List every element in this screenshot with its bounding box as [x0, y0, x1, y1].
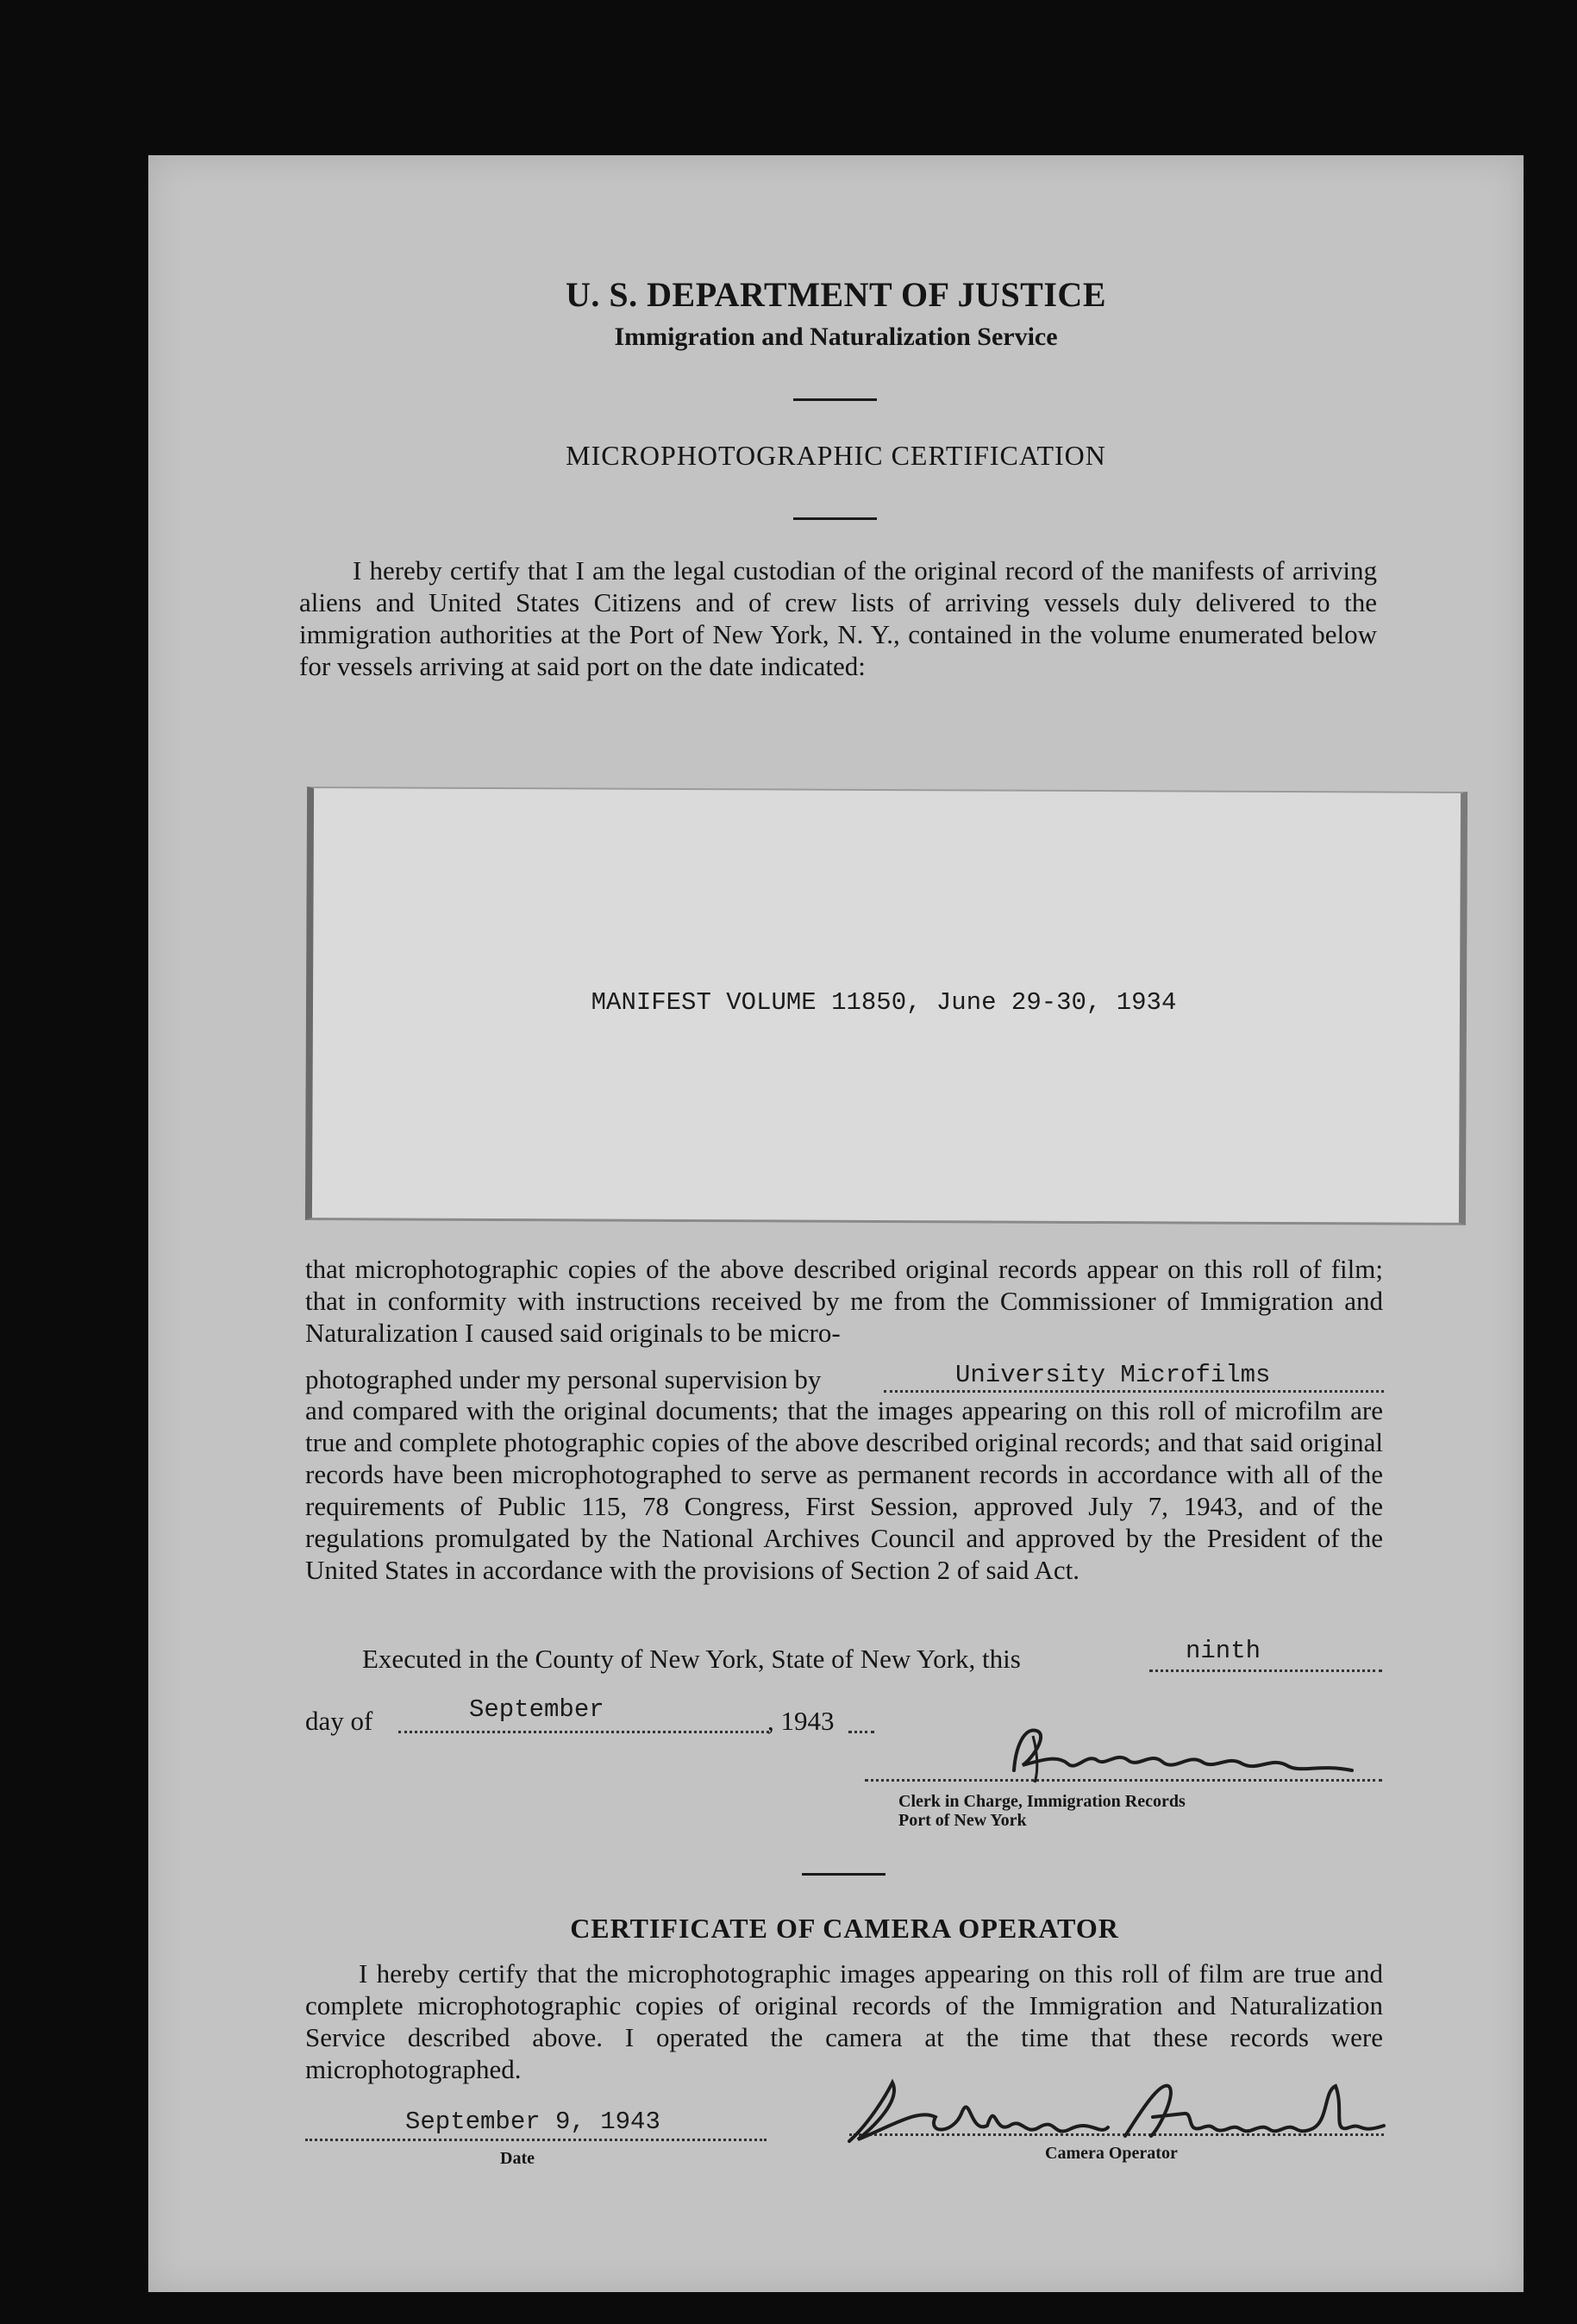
executed-day-dotted-line [1149, 1669, 1382, 1672]
executed-prefix: Executed in the County of New York, State of New York, this [362, 1644, 1021, 1674]
header-divider [793, 398, 877, 401]
date-label: Date [500, 2149, 535, 2168]
date-value: September 9, 1943 [405, 2108, 660, 2136]
volume-label: MANIFEST VOLUME 11850, June 29-30, 1934 [591, 988, 1177, 1017]
year-dotted-line [848, 1731, 874, 1733]
section-divider [802, 1873, 885, 1876]
supervisor-name: University Microfilms [955, 1361, 1271, 1389]
camera-certificate-body [305, 1958, 1383, 2085]
supervisor-dotted-line [884, 1390, 1384, 1393]
operator-signature [841, 2074, 1392, 2152]
month-dotted-line [398, 1731, 769, 1733]
supervision-prefix: photographed under my personal supervision by [305, 1364, 822, 1394]
body-paragraph-1: that microphotographic copies of the above described original records appear on this roll of film; that in conformity with instructions received by me from the Commissioner of Immigration and Naturalization I caused said originals to be micro- [305, 1254, 1383, 1348]
camera-certificate-text: I hereby certify that the microphotographic images appearing on this roll of film are true and complete microphotographic copies of original records of the Immigration and Naturalization Service described above. I operated the camera at the time that these records were microphotographed. [305, 1958, 1383, 2084]
service-subtitle: Immigration and Naturalization Service [614, 323, 1058, 351]
clerk-title-line2: Port of New York [898, 1811, 1027, 1830]
date-dotted-line [305, 2139, 767, 2141]
year-value: , 1943 [767, 1706, 835, 1736]
clerk-title-line1: Clerk in Charge, Immigration Records [898, 1792, 1186, 1811]
operator-label: Camera Operator [1045, 2144, 1178, 2163]
department-title: U. S. DEPARTMENT OF JUSTICE [566, 275, 1106, 314]
camera-certificate-heading: CERTIFICATE OF CAMERA OPERATOR [570, 1913, 1119, 1944]
intro-paragraph [299, 554, 1377, 682]
certification-heading: MICROPHOTOGRAPHIC CERTIFICATION [566, 440, 1106, 471]
executed-day: ninth [1186, 1637, 1261, 1665]
day-of-label: day of [305, 1706, 373, 1736]
body-paragraph-2: and compared with the original documents; that the images appearing on this roll of microfilm are true and complete photographic copies of the above described original records; and that said original records have been microphotographed to serve as permanent records in accordance with all of the requirements of Public 115, 78 Congress, First Session, approved July 7, 1943, and of the regulations promulgated by the National Archives Council and approved by the President of the United States in accordance with the provisions of Section 2 of said Act. [305, 1395, 1383, 1585]
month-value: September [469, 1695, 604, 1724]
clerk-signature [1007, 1720, 1369, 1789]
intro-text: I hereby certify that I am the legal custodian of the original record of the manifests of arriving aliens and United States Citizens and of crew lists of arriving vessels duly delivered to the immigration authorities at the Port of New York, N. Y., contained in the volume enumerated below for vessels arriving at said port on the date indicated: [299, 555, 1377, 681]
heading-divider [793, 517, 877, 520]
